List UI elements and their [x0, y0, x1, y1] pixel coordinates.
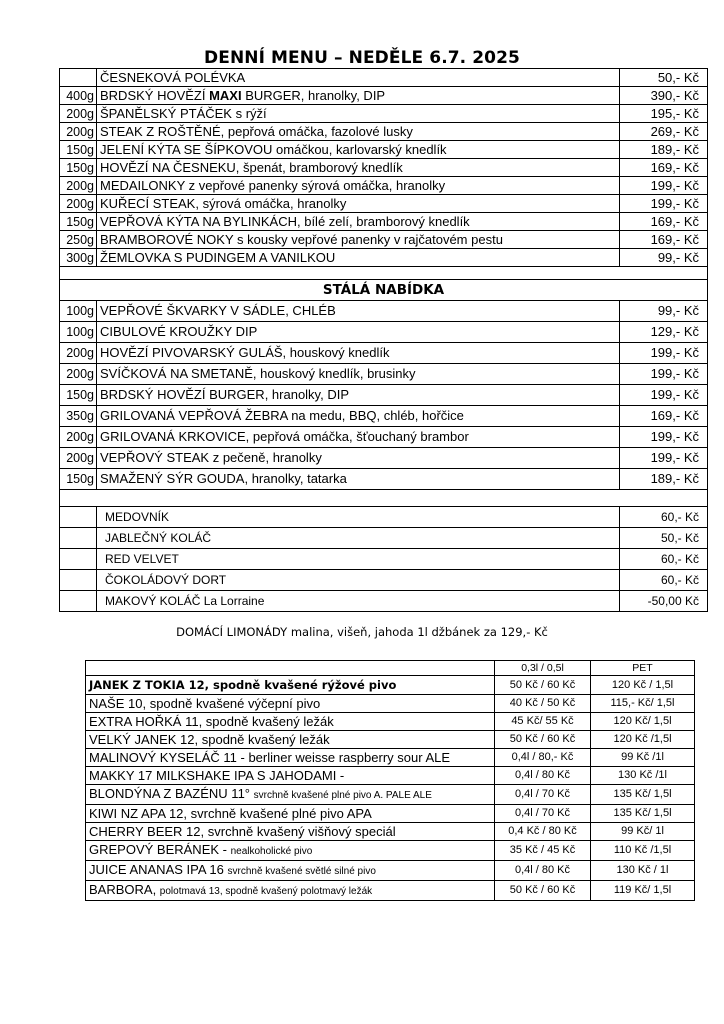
item-weight: 150g	[60, 213, 97, 231]
item-weight: 200g	[60, 364, 97, 385]
item-weight: 250g	[60, 231, 97, 249]
beer-price-draft: 35 Kč / 45 Kč	[495, 841, 591, 861]
beer-price-draft: 0,4l / 80 Kč	[495, 861, 591, 881]
beer-description: spodně kvašený ležák	[201, 732, 330, 747]
beer-row	[86, 861, 695, 881]
beer-price-draft: 0,4l / 70 Kč	[495, 805, 591, 823]
permanent-item	[60, 364, 708, 385]
beer-price-pet: 120 Kč /1,5l	[591, 731, 695, 749]
beer-title: MALINOVÝ KYSELÁČ 11 -	[89, 750, 249, 765]
item-price: 199,- Kč	[620, 364, 708, 385]
beer-title: BARBORA,	[89, 882, 160, 897]
daily-item	[60, 123, 708, 141]
permanent-item	[60, 469, 708, 490]
beer-name	[86, 785, 495, 805]
item-weight: 100g	[60, 322, 97, 343]
dessert-item	[60, 591, 708, 612]
item-name: MEDOVNÍK	[97, 507, 620, 528]
item-name: MAKOVÝ KOLÁČ La Lorraine	[97, 591, 620, 612]
item-weight: 150g	[60, 141, 97, 159]
beer-description: svrchně kvašené plné pivo APA	[190, 806, 372, 821]
beer-name	[86, 749, 495, 767]
lemonade-note: DOMÁCÍ LIMONÁDY malina, višeň, jahoda 1l džbánek za 129,- Kč	[176, 625, 548, 639]
beer-description: berliner weisse raspberry sour ALE	[248, 750, 451, 765]
beer-price-pet: 99 Kč /1l	[591, 749, 695, 767]
beer-description: nealkoholické pivo	[230, 846, 313, 857]
dessert-item	[60, 507, 708, 528]
item-name: VEPŘOVÉ ŠKVARKY V SÁDLE, CHLÉB	[97, 301, 620, 322]
beer-table	[85, 660, 695, 901]
beer-row	[86, 731, 695, 749]
daily-item	[60, 141, 708, 159]
item-name: BRAMBOROVÉ NOKY s kousky vepřové panenky v rajčatovém pestu	[97, 231, 620, 249]
item-price: 199,- Kč	[620, 385, 708, 406]
item-name: ŠPANĚLSKÝ PTÁČEK s rýží	[97, 105, 620, 123]
item-name-bold: MAXI	[209, 87, 242, 103]
menu-table	[59, 68, 708, 612]
beer-name	[86, 881, 495, 901]
beer-title: GREPOVÝ BERÁNEK -	[89, 842, 231, 857]
dessert-item	[60, 549, 708, 570]
beer-price-pet: 135 Kč/ 1,5l	[591, 805, 695, 823]
item-weight: 150g	[60, 385, 97, 406]
item-weight	[60, 69, 97, 87]
item-weight: 100g	[60, 301, 97, 322]
beer-name	[86, 713, 495, 731]
beer-description: spodně kvašený ležák	[205, 714, 334, 729]
permanent-item	[60, 427, 708, 448]
permanent-item	[60, 301, 708, 322]
beer-row	[86, 713, 695, 731]
beer-row	[86, 841, 695, 861]
beer-price-draft: 0,4l / 80 Kč	[495, 767, 591, 785]
beer-row	[86, 749, 695, 767]
spacer-row	[60, 490, 708, 507]
beer-price-pet: 99 Kč/ 1l	[591, 823, 695, 841]
beer-row	[86, 881, 695, 901]
beer-price-pet: 130 Kč / 1l	[591, 861, 695, 881]
beer-title: JUICE ANANAS IPA 16	[89, 862, 228, 877]
spacer-cell	[60, 490, 708, 507]
beer-name	[86, 861, 495, 881]
beer-title: JANEK Z TOKIA 12, spodně kvašené rýžové pivo	[89, 678, 397, 692]
beer-header-row	[86, 661, 695, 676]
item-name-part: BRDSKÝ HOVĚZÍ	[100, 87, 210, 103]
beer-price-pet: 120 Kč/ 1,5l	[591, 713, 695, 731]
beer-price-draft: 50 Kč / 60 Kč	[495, 881, 591, 901]
beer-title: KIWI NZ APA 12,	[89, 806, 191, 821]
beer-price-pet: 135 Kč/ 1,5l	[591, 785, 695, 805]
beer-price-draft: 40 Kč / 50 Kč	[495, 695, 591, 713]
item-weight: 350g	[60, 406, 97, 427]
beer-row	[86, 785, 695, 805]
item-name: HOVĚZÍ NA ČESNEKU, špenát, bramborový knedlík	[97, 159, 620, 177]
item-name: GRILOVANÁ VEPŘOVÁ ŽEBRA na medu, BBQ, chléb, hořčice	[97, 406, 620, 427]
beer-description: polotmavá 13, spodně kvašený polotmavý ležák	[159, 886, 373, 897]
item-weight: 200g	[60, 343, 97, 364]
item-price: 129,- Kč	[620, 322, 708, 343]
daily-item	[60, 159, 708, 177]
beer-price-draft: 50 Kč / 60 Kč	[495, 731, 591, 749]
item-name: BRDSKÝ HOVĚZÍ BURGER, hranolky, DIP	[97, 385, 620, 406]
item-price: -50,00 Kč	[620, 591, 708, 612]
dessert-item	[60, 570, 708, 591]
item-price: 50,- Kč	[620, 528, 708, 549]
beer-price-draft: 0,4 Kč / 80 Kč	[495, 823, 591, 841]
item-price: 169,- Kč	[620, 406, 708, 427]
beer-name	[86, 805, 495, 823]
item-price: 199,- Kč	[620, 195, 708, 213]
item-weight: 400g	[60, 87, 97, 105]
beer-price-pet: 110 Kč /1,5l	[591, 841, 695, 861]
beer-price-pet: 115,- Kč/ 1,5l	[591, 695, 695, 713]
item-weight: 150g	[60, 469, 97, 490]
item-price: 60,- Kč	[620, 549, 708, 570]
item-name: ČOKOLÁDOVÝ DORT	[97, 570, 620, 591]
item-weight: 200g	[60, 177, 97, 195]
beer-row	[86, 805, 695, 823]
beer-row	[86, 823, 695, 841]
item-name: ČESNEKOVÁ POLÉVKA	[97, 69, 620, 87]
item-price: 169,- Kč	[620, 213, 708, 231]
daily-item	[60, 87, 708, 105]
item-name: HOVĚZÍ PIVOVARSKÝ GULÁŠ, houskový knedlík	[97, 343, 620, 364]
item-price: 99,- Kč	[620, 301, 708, 322]
beer-name	[86, 823, 495, 841]
beer-description: svrchně kvašené světlé silné pivo	[227, 866, 376, 877]
beer-header-pet: PET	[591, 661, 695, 676]
item-name: KUŘECÍ STEAK, sýrová omáčka, hranolky	[97, 195, 620, 213]
item-price: 50,- Kč	[620, 69, 708, 87]
item-name	[97, 87, 620, 105]
beer-name	[86, 676, 495, 695]
beer-price-draft: 50 Kč / 60 Kč	[495, 676, 591, 695]
item-name-part: BURGER, hranolky, DIP	[241, 87, 386, 103]
item-name: RED VELVET	[97, 549, 620, 570]
beer-title: VELKÝ JANEK 12,	[89, 732, 202, 747]
daily-item	[60, 195, 708, 213]
item-price: 390,- Kč	[620, 87, 708, 105]
beer-title: CHERRY BEER 12,	[89, 824, 208, 839]
item-weight: 200g	[60, 195, 97, 213]
item-weight	[60, 591, 97, 612]
beer-row	[86, 767, 695, 785]
item-price: 169,- Kč	[620, 159, 708, 177]
beer-price-draft: 0,4l / 70 Kč	[495, 785, 591, 805]
item-name: ŽEMLOVKA S PUDINGEM A VANILKOU	[97, 249, 620, 267]
beer-description: svrchně kvašené plné pivo A. PALE ALE	[253, 790, 432, 801]
permanent-item	[60, 406, 708, 427]
item-price: 269,- Kč	[620, 123, 708, 141]
item-weight: 200g	[60, 105, 97, 123]
item-price: 195,- Kč	[620, 105, 708, 123]
spacer-row	[60, 267, 708, 280]
item-name: GRILOVANÁ KRKOVICE, pepřová omáčka, šťouchaný brambor	[97, 427, 620, 448]
daily-item	[60, 249, 708, 267]
beer-name	[86, 767, 495, 785]
permanent-item	[60, 448, 708, 469]
item-price: 60,- Kč	[620, 507, 708, 528]
permanent-item	[60, 385, 708, 406]
item-weight	[60, 528, 97, 549]
beer-price-draft: 45 Kč/ 55 Kč	[495, 713, 591, 731]
beer-title: NAŠE 10,	[89, 696, 150, 711]
spacer-cell	[60, 267, 708, 280]
item-weight	[60, 549, 97, 570]
daily-item	[60, 69, 708, 87]
beer-title: EXTRA HOŘKÁ 11,	[89, 714, 206, 729]
daily-item	[60, 213, 708, 231]
item-weight: 200g	[60, 427, 97, 448]
item-weight: 200g	[60, 123, 97, 141]
beer-row	[86, 695, 695, 713]
item-name: SMAŽENÝ SÝR GOUDA, hranolky, tatarka	[97, 469, 620, 490]
item-price: 189,- Kč	[620, 469, 708, 490]
beer-header-blank	[86, 661, 495, 676]
beer-price-draft: 0,4l / 80,- Kč	[495, 749, 591, 767]
item-price: 189,- Kč	[620, 141, 708, 159]
permanent-item	[60, 343, 708, 364]
beer-price-pet: 120 Kč / 1,5l	[591, 676, 695, 695]
section-header: STÁLÁ NABÍDKA	[60, 280, 708, 301]
item-name: VEPŘOVÝ STEAK z pečeně, hranolky	[97, 448, 620, 469]
item-price: 199,- Kč	[620, 177, 708, 195]
section-header-row	[60, 280, 708, 301]
item-weight	[60, 507, 97, 528]
beer-name	[86, 841, 495, 861]
beer-title: MAKKY 17 MILKSHAKE IPA S JAHODAMI -	[89, 768, 345, 783]
beer-price-pet: 130 Kč /1l	[591, 767, 695, 785]
daily-item	[60, 231, 708, 249]
item-name: CIBULOVÉ KROUŽKY DIP	[97, 322, 620, 343]
beer-name	[86, 731, 495, 749]
permanent-item	[60, 322, 708, 343]
item-weight: 150g	[60, 159, 97, 177]
beer-description: svrchně kvašený višňový speciál	[207, 824, 396, 839]
item-name: SVÍČKOVÁ NA SMETANĚ, houskový knedlík, brusinky	[97, 364, 620, 385]
item-name: STEAK Z ROŠTĚNÉ, pepřová omáčka, fazolové lusky	[97, 123, 620, 141]
item-price: 199,- Kč	[620, 427, 708, 448]
beer-title: BLONDÝNA Z BAZÉNU 11°	[89, 786, 254, 801]
item-price: 99,- Kč	[620, 249, 708, 267]
item-price: 60,- Kč	[620, 570, 708, 591]
beer-name	[86, 695, 495, 713]
item-price: 199,- Kč	[620, 448, 708, 469]
item-weight: 200g	[60, 448, 97, 469]
beer-price-pet: 119 Kč/ 1,5l	[591, 881, 695, 901]
dessert-item	[60, 528, 708, 549]
daily-item	[60, 177, 708, 195]
item-weight	[60, 570, 97, 591]
item-weight: 300g	[60, 249, 97, 267]
item-name: MEDAILONKY z vepřové panenky sýrová omáčka, hranolky	[97, 177, 620, 195]
item-price: 199,- Kč	[620, 343, 708, 364]
page-title: DENNÍ MENU – NEDĚLE 6.7. 2025	[204, 48, 520, 68]
beer-description: spodně kvašené výčepní pivo	[149, 696, 321, 711]
item-name: JELENÍ KÝTA SE ŠÍPKOVOU omáčkou, karlovarský knedlík	[97, 141, 620, 159]
item-price: 169,- Kč	[620, 231, 708, 249]
daily-item	[60, 105, 708, 123]
item-name: VEPŘOVÁ KÝTA NA BYLINKÁCH, bílé zelí, bramborový knedlík	[97, 213, 620, 231]
beer-row	[86, 676, 695, 695]
beer-header-draft: 0,3l / 0,5l	[495, 661, 591, 676]
item-name: JABLEČNÝ KOLÁČ	[97, 528, 620, 549]
